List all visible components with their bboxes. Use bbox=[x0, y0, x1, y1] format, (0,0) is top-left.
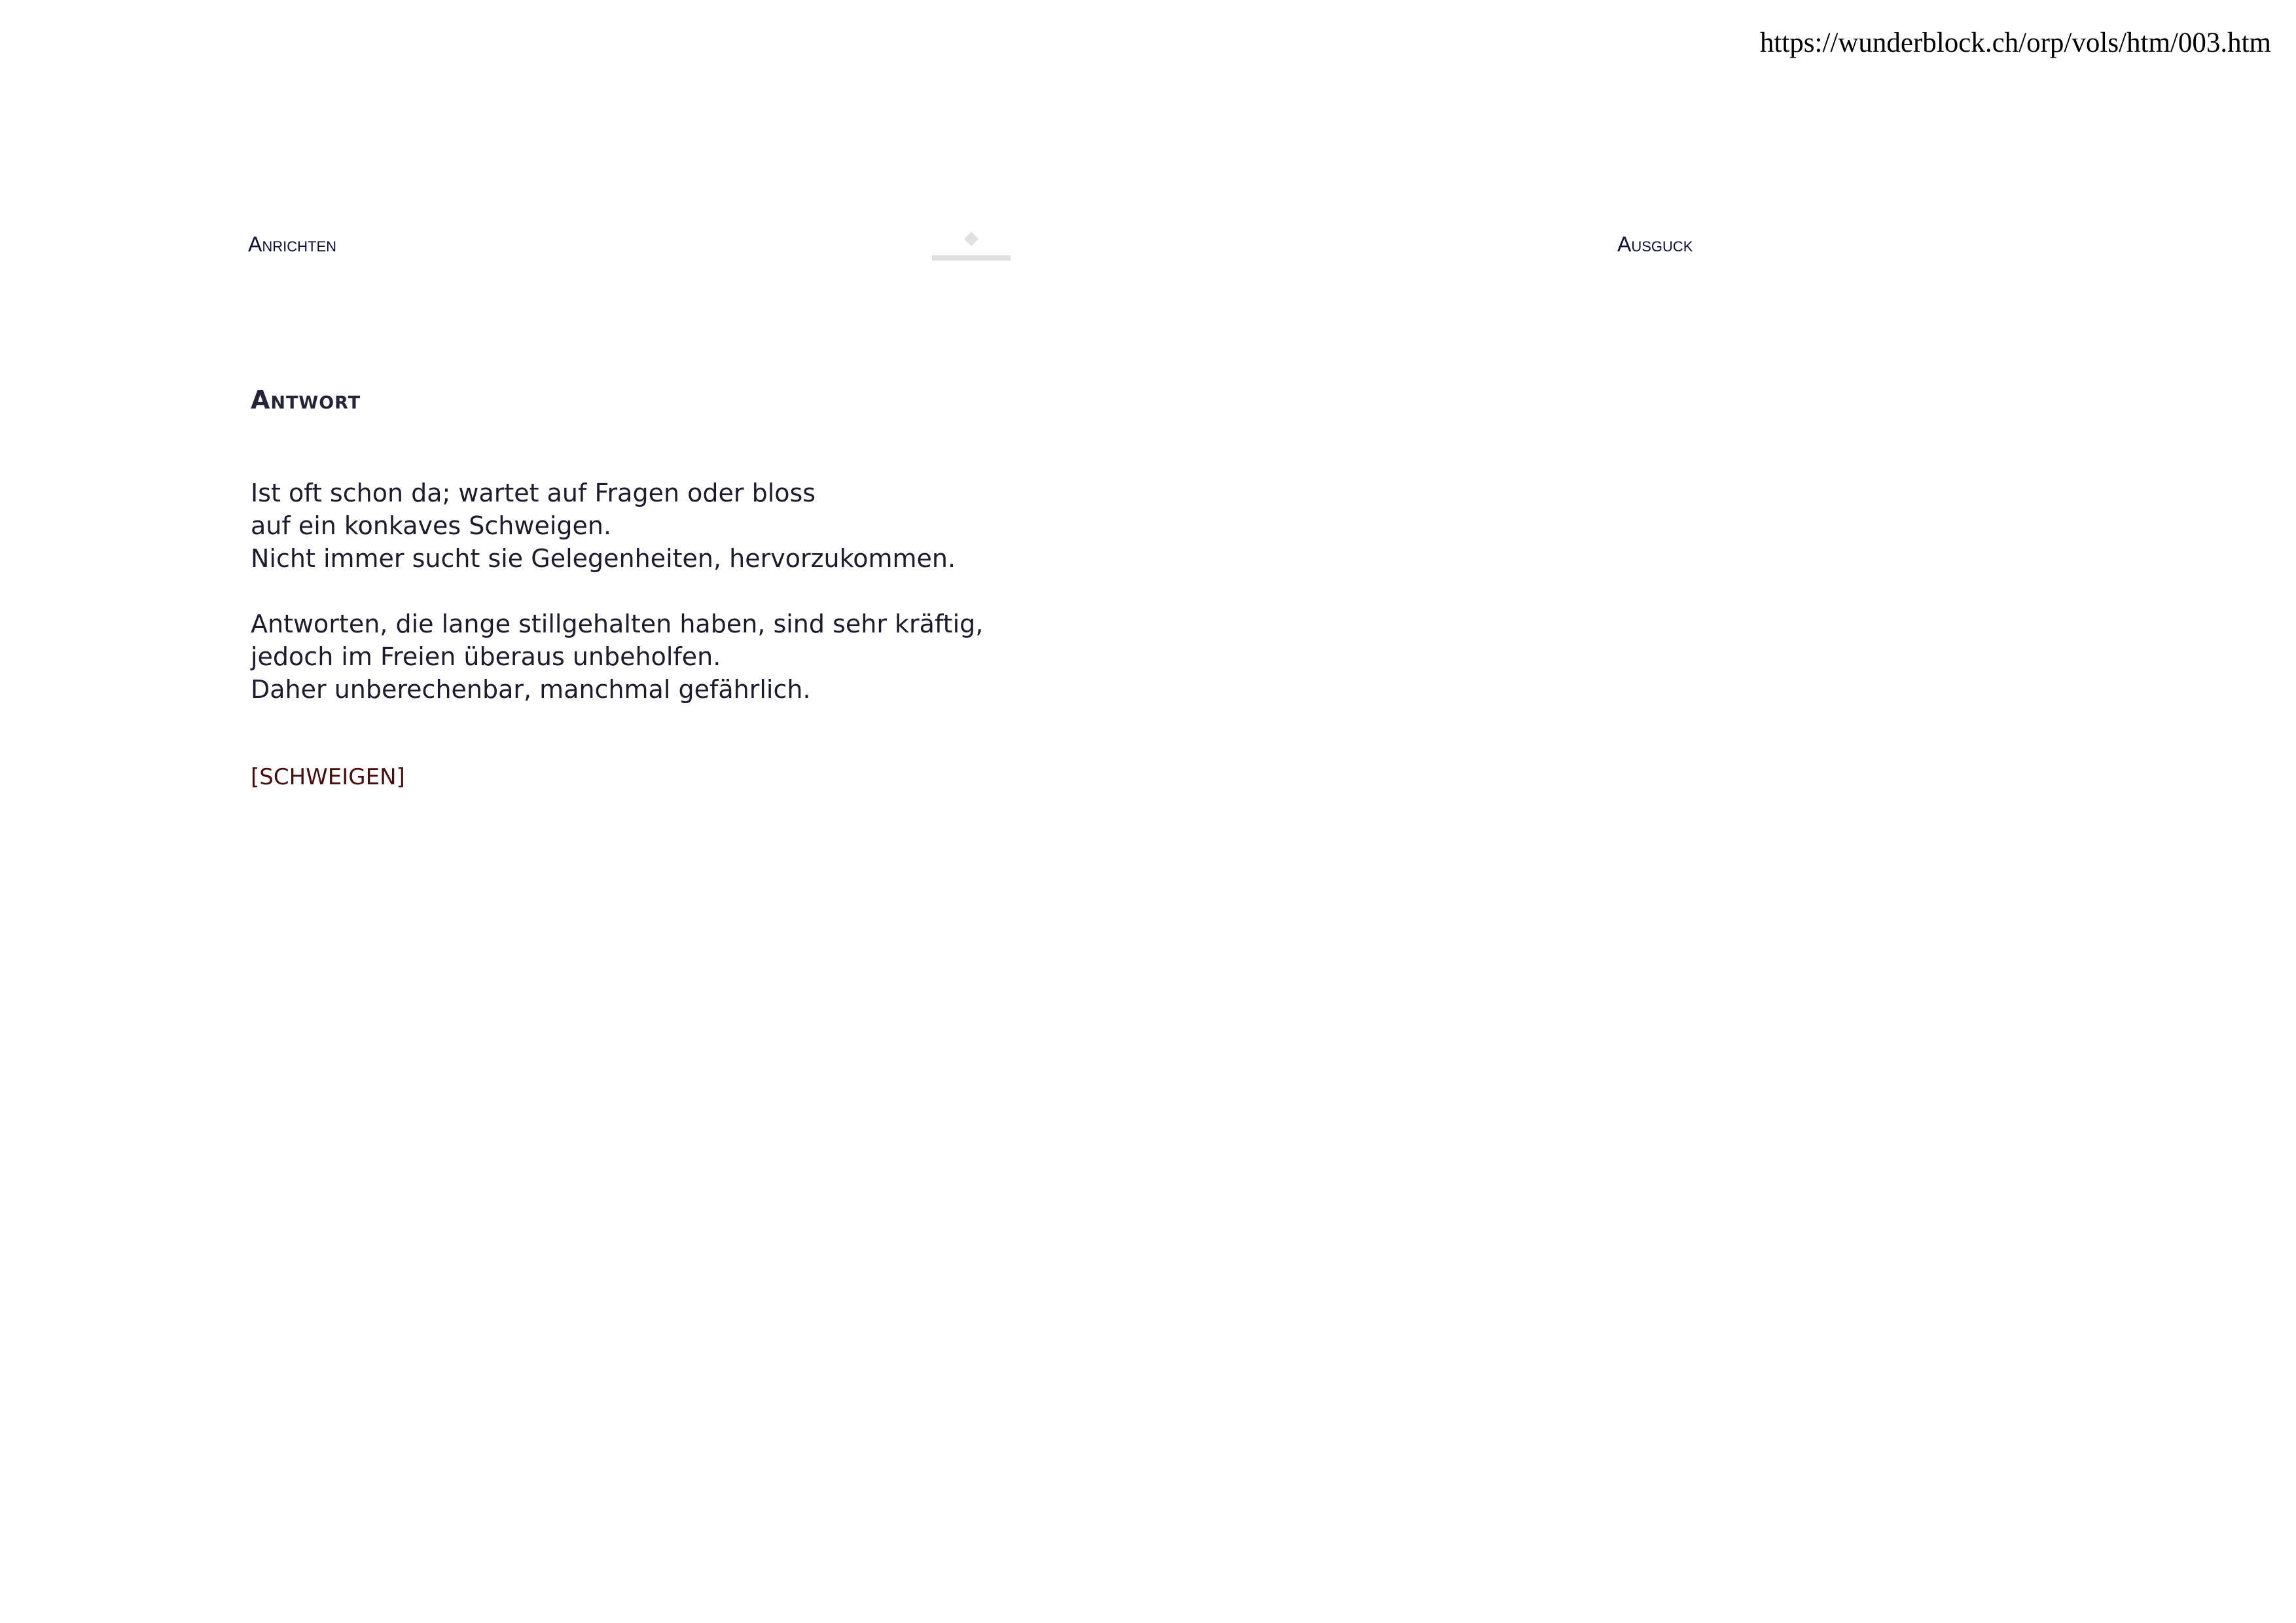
page-url: https://wunderblock.ch/orp/vols/htm/003.htm bbox=[1759, 27, 2271, 58]
poem-line: jedoch im Freien überaus unbeholfen. bbox=[251, 642, 721, 671]
poem-line: Daher unberechenbar, manchmal gefährlich. bbox=[251, 675, 811, 704]
poem-stanza bbox=[251, 608, 983, 706]
poem-line: Nicht immer sucht sie Gelegenheiten, hervorzukommen. bbox=[251, 544, 956, 573]
poem-line: Ist oft schon da; wartet auf Fragen oder bloss bbox=[251, 479, 816, 507]
poem-body bbox=[251, 477, 983, 706]
poem-title: Antwort bbox=[251, 386, 361, 414]
nav-prev-link[interactable]: Anrichten bbox=[248, 232, 337, 256]
diamond-divider-icon bbox=[932, 230, 1011, 264]
poem-stanza bbox=[251, 477, 983, 575]
poem-line: Antworten, die lange stillgehalten haben, sind sehr kräftig, bbox=[251, 610, 984, 638]
related-poem-link[interactable]: [SCHWEIGEN] bbox=[251, 764, 405, 790]
nav-next-link[interactable]: Ausguck bbox=[1617, 232, 1693, 256]
poem-line: auf ein konkaves Schweigen. bbox=[251, 511, 612, 540]
